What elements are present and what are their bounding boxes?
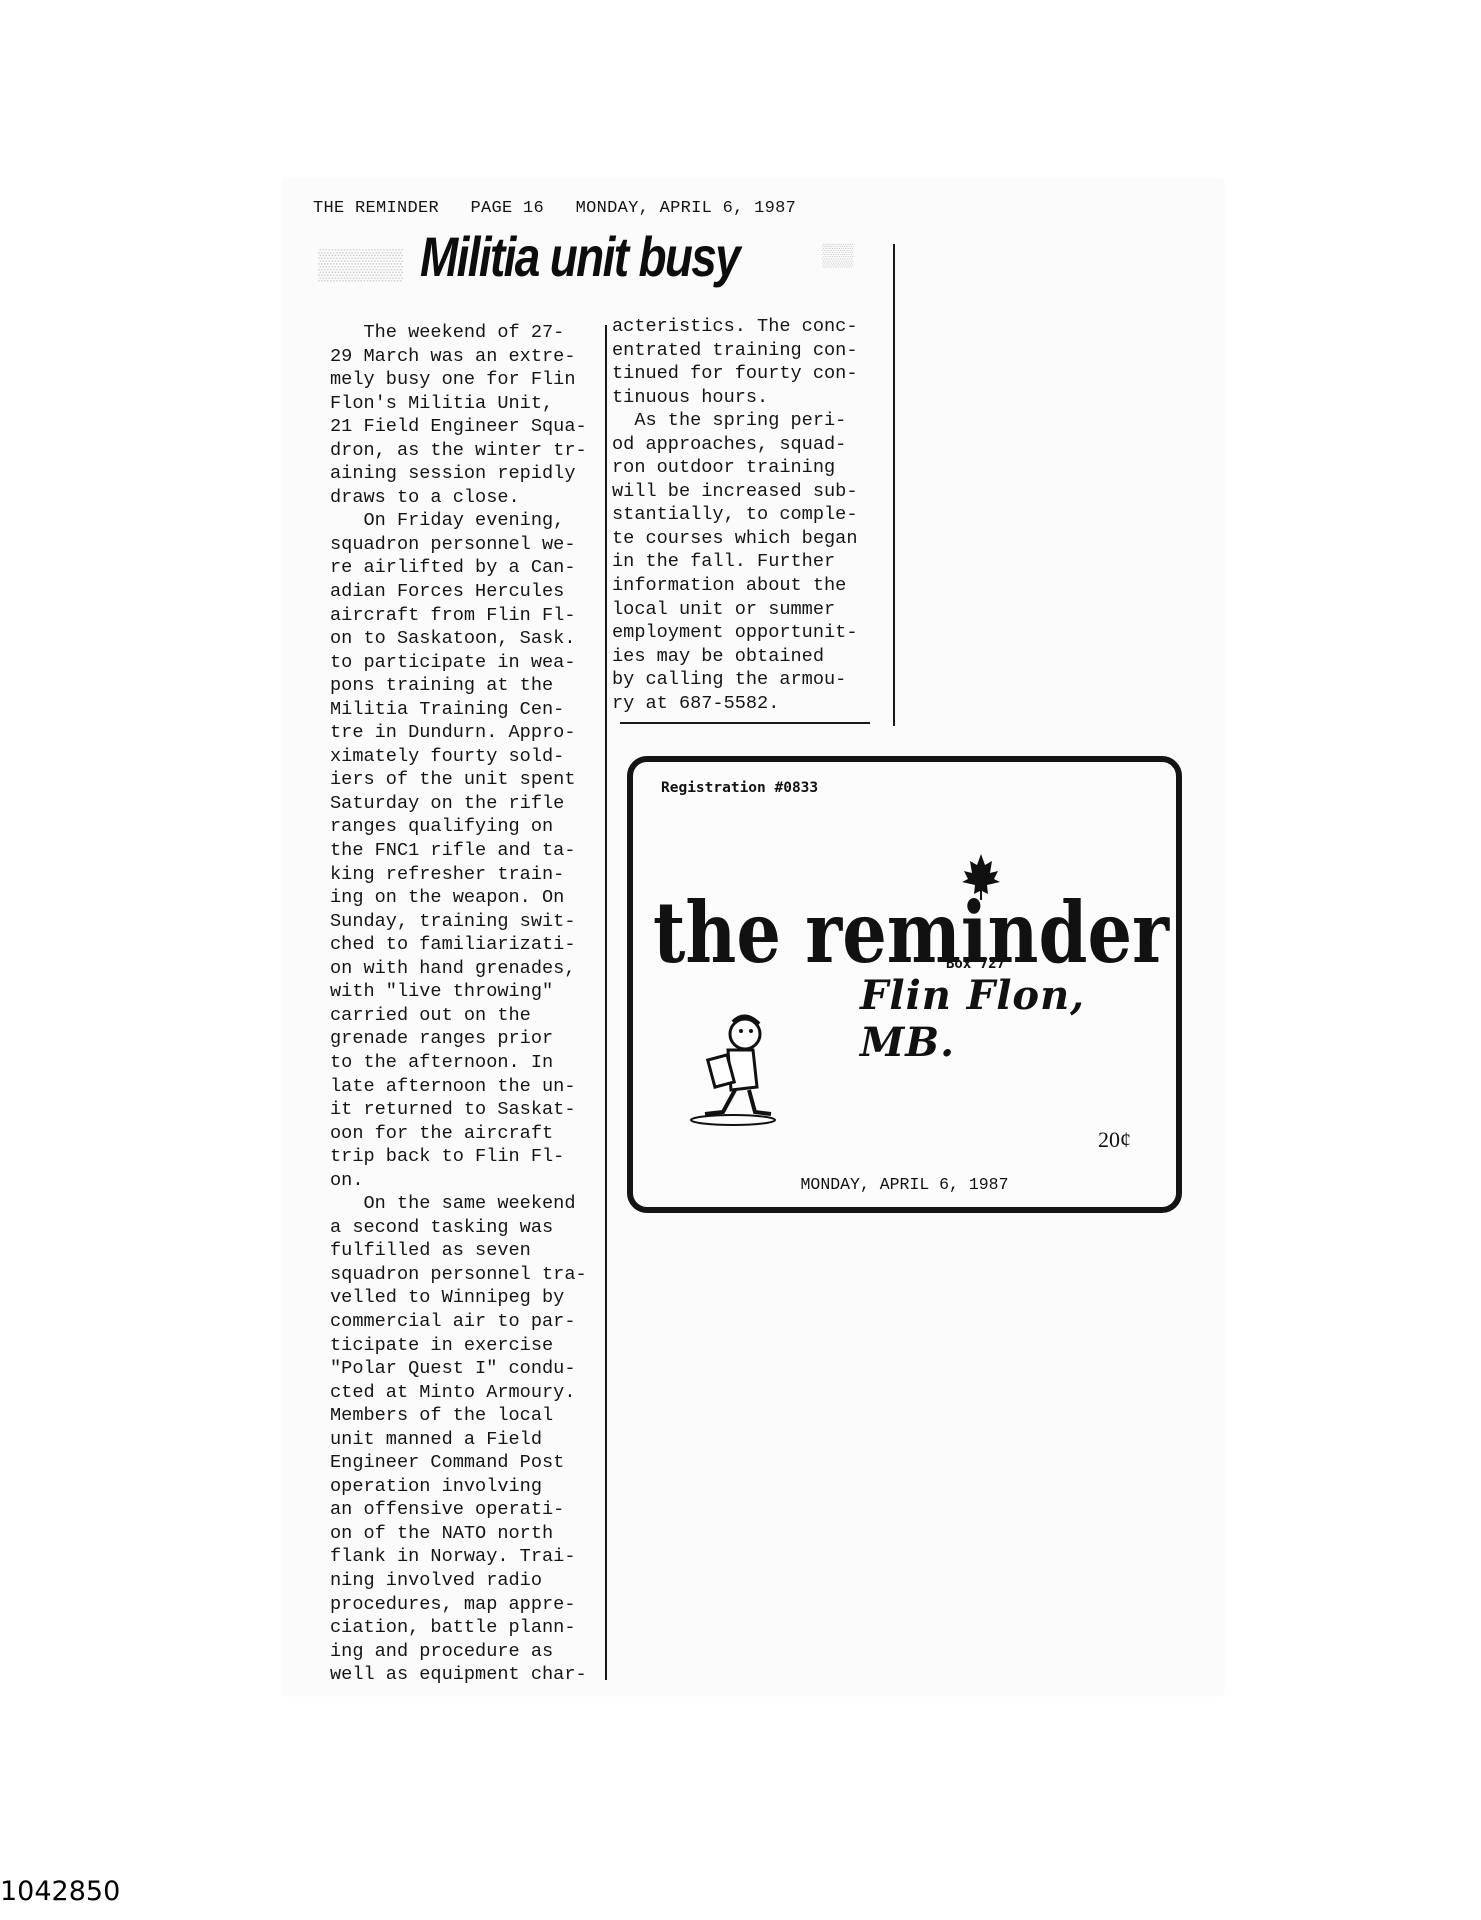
the-reminder-logo	[653, 852, 1173, 982]
logo-wordmark: the reminder	[653, 883, 1171, 982]
bleed-through-right: ▒▒	[822, 242, 854, 267]
column-divider-1	[605, 325, 607, 1680]
masthead-date: MONDAY, APRIL 6, 1987	[800, 1175, 1009, 1194]
registration-number: Registration #0833	[661, 780, 819, 796]
box-number: Box 727	[946, 956, 1006, 972]
city-signature: Flin Flon, MB.	[860, 972, 1086, 1066]
bleed-through-left: ▒▒▒▒	[318, 248, 404, 281]
reminder-masthead-box	[627, 756, 1182, 1213]
page-header	[313, 199, 873, 218]
header-page: PAGE 16	[470, 199, 545, 218]
price: 20¢	[1098, 1127, 1131, 1152]
column-divider-2	[893, 244, 895, 726]
document-id: 1042850	[0, 1876, 121, 1907]
article-headline: Militia unit busy	[420, 225, 740, 288]
article-column-2: acteristics. The conc- entrated training con- tinued for fourty con- tinuous hours. As the spring peri- od approaches, squad- ron outdoor training will be increased sub- stantially, to comple- te courses which began in the fall. Further information about the local unit or summer employment opportunit- ies may be obtained by calling the armou- ry at 687-5582.	[612, 316, 858, 714]
header-publication: THE REMINDER	[313, 199, 440, 218]
header-date: MONDAY, APRIL 6, 1987	[575, 199, 797, 218]
column-end-rule	[620, 722, 870, 724]
article-column-1: The weekend of 27- 29 March was an extre- mely busy one for Flin Flon's Militia Unit, 21 Field Engineer Squa- dron, as the winter tr- aining session repidly draws to a close. On Friday evening, squadron personnel we- re airlifted by a Can- adian Forces Hercules aircraft from Flin Fl- on to Saskatoon, Sask. to participate in wea- pons training at the Militia Training Cen- tre in Dundurn. Appro- ximately fourty sold- iers of the unit spent Saturday on the rifle ranges qualifying on the FNC1 rifle and ta- king refresher train- ing on the weapon. On Sunday, training swit- ched to familiarizati- on with hand grenades, with "live throwing" carried out on the grenade ranges prior to the afternoon. In late afternoon the un- it returned to Saskat- oon for the aircraft trip back to Flin Fl- on. On the same weekend a second tasking was fulfilled as seven squadron personnel tra- velled to Winnipeg by commercial air to par- ticipate in exercise "Polar Quest I" condu- cted at Minto Armoury. Members of the local unit manned a Field Engineer Command Post operation involving an offensive operati- on of the NATO north flank in Norway. Trai- ning involved radio procedures, map appre- ciation, battle plann- ing and procedure as well as equipment char-	[330, 322, 587, 1686]
mascot-illustration	[683, 1012, 783, 1127]
